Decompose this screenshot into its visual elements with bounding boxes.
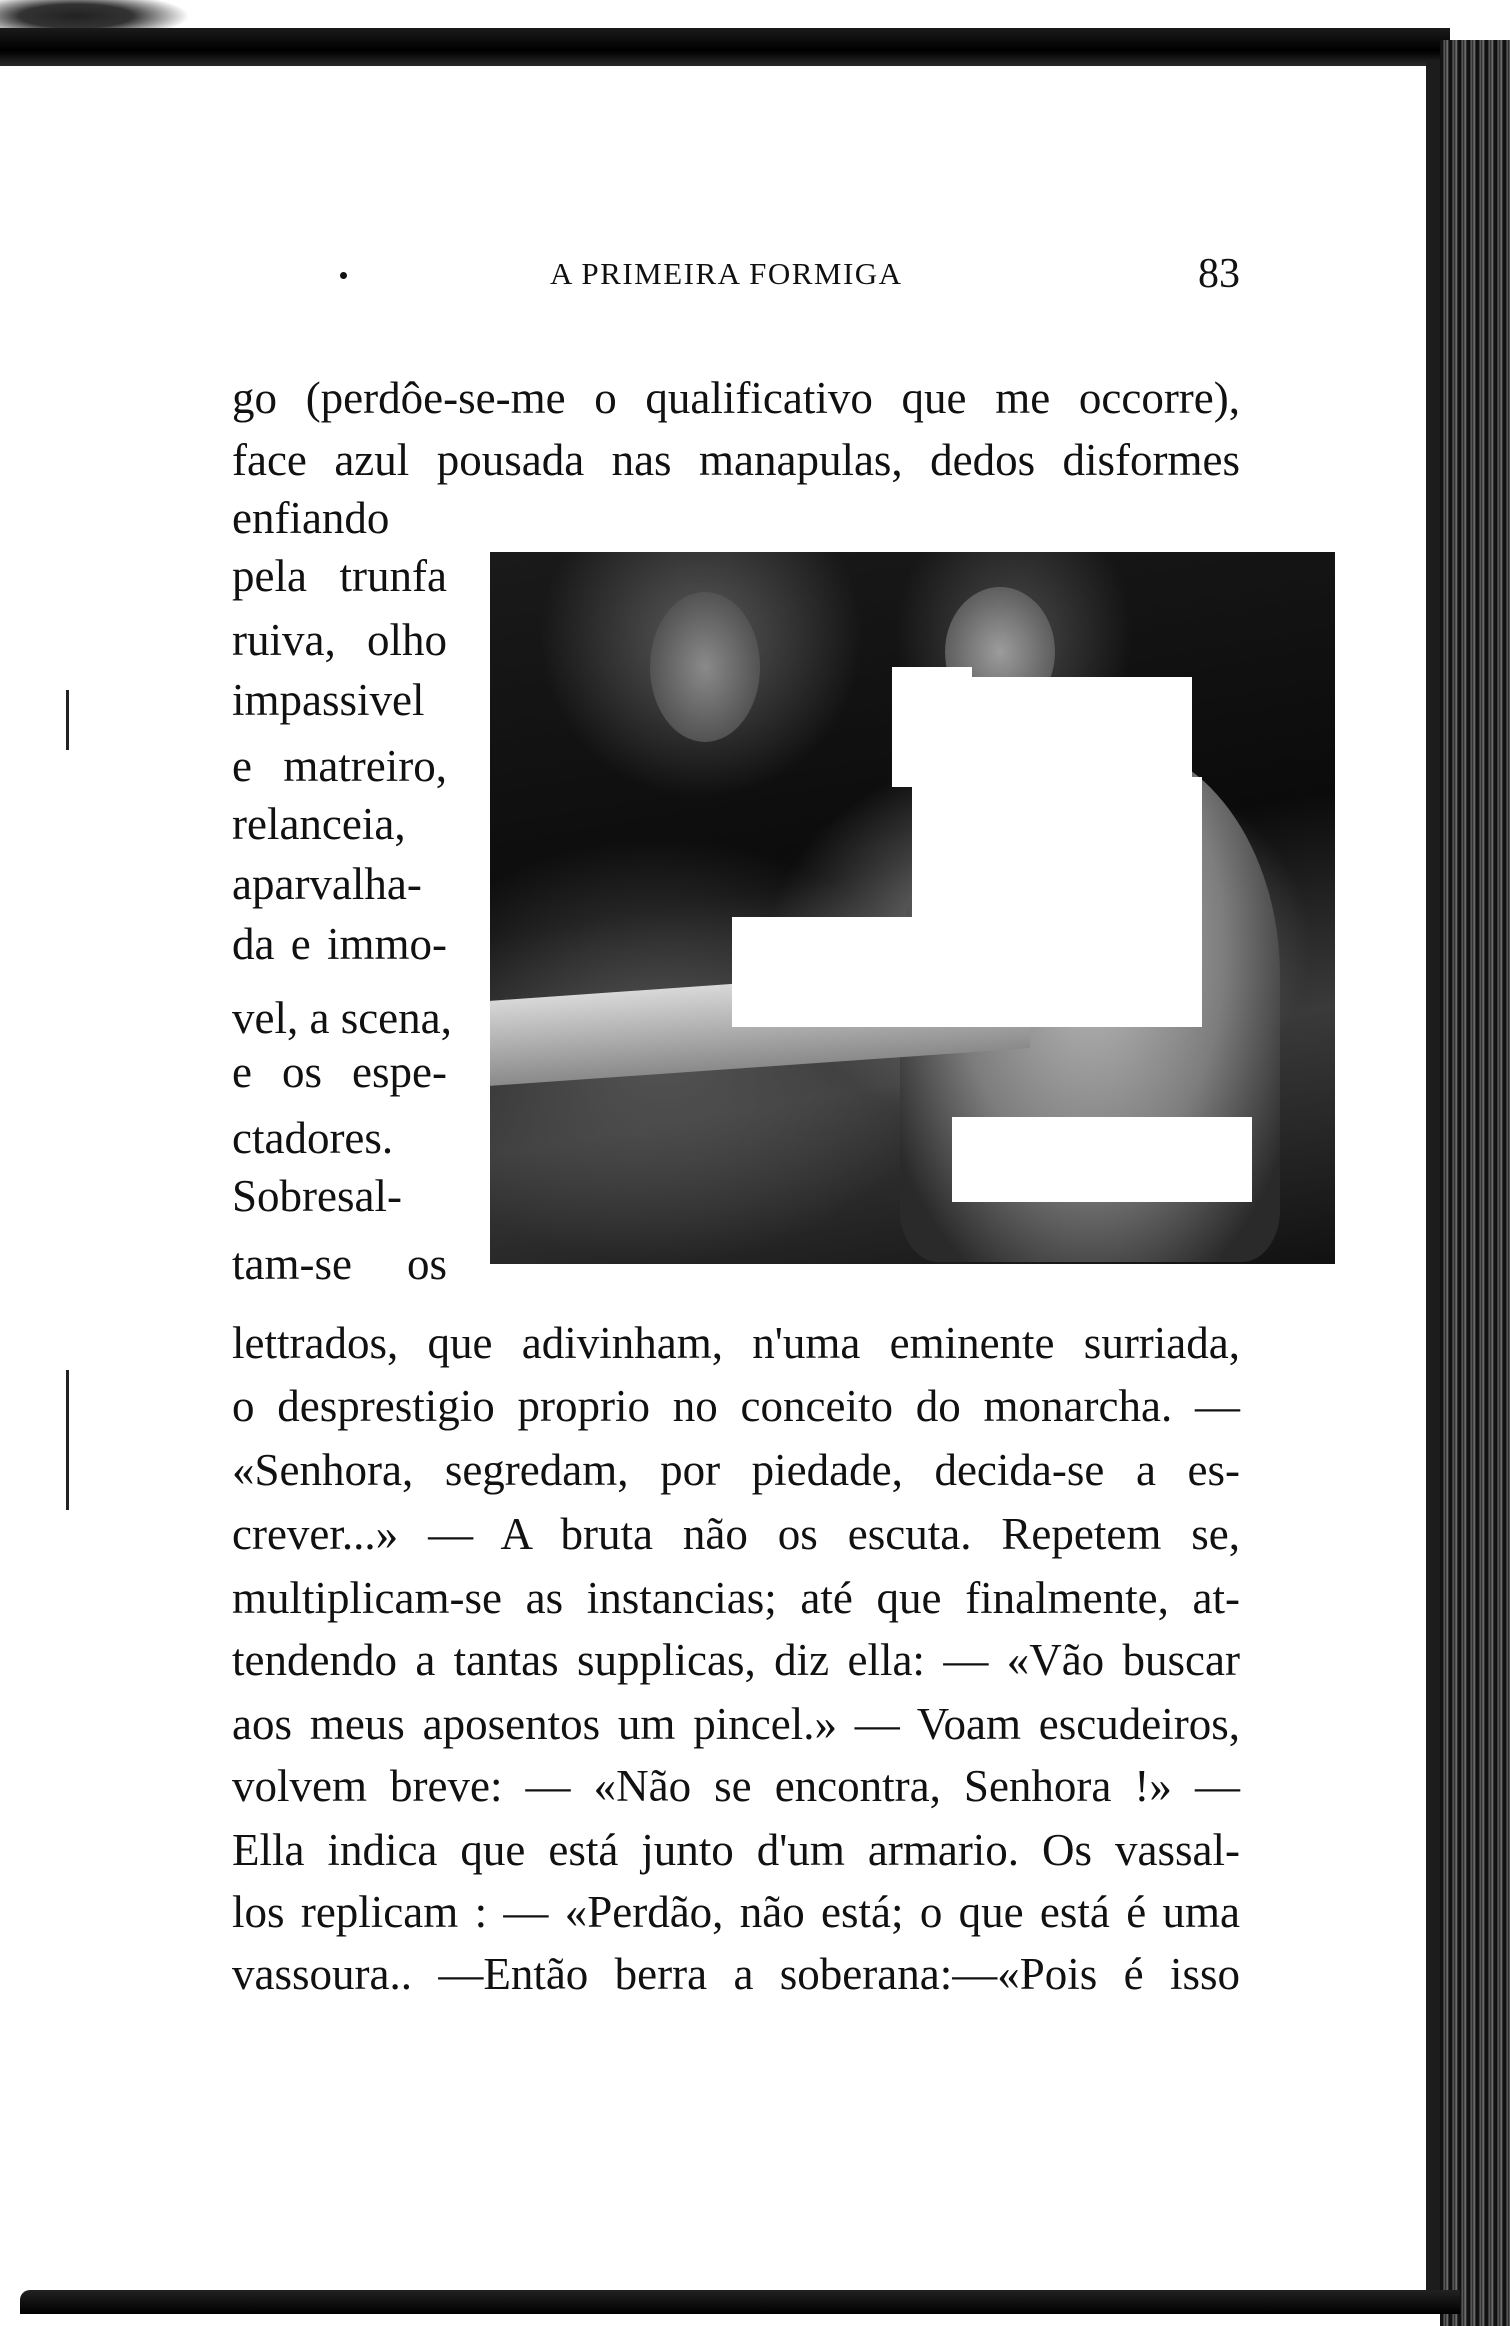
text-line: los replicam : — «Perdão, não está; o que está é uma — [232, 1887, 1240, 1937]
text-line: da e immo- — [232, 919, 447, 969]
text-line: e matreiro, — [232, 741, 447, 791]
text-line: face azul pousada nas manapulas, dedos disformes — [232, 435, 1240, 485]
text-line: «Senhora, segredam, por piedade, decida-se a es- — [232, 1445, 1240, 1495]
text-line: aos meus aposentos um pincel.» — Voam escudeiros, — [232, 1699, 1240, 1749]
text-line: ctadores. — [232, 1113, 394, 1163]
text-line: pela trunfa — [232, 551, 447, 601]
scan-top-edge — [0, 28, 1450, 66]
text-line: Ella indica que está junto d'um armario. Os vassal- — [232, 1825, 1240, 1875]
text-line: e os espe- — [232, 1047, 447, 1097]
text-line: multiplicam-se as instancias; até que finalmente, at- — [232, 1573, 1240, 1623]
figure-head — [650, 592, 760, 742]
scan-right-edge — [1440, 40, 1510, 2326]
text-line: Sobresal- — [232, 1171, 402, 1221]
running-head — [340, 250, 1240, 300]
text-line: go (perdôe-se-me o qualificativo que me occorre), — [232, 373, 1240, 423]
text-line: tam-se os — [232, 1239, 447, 1289]
margin-mark — [66, 1370, 69, 1510]
text-line: lettrados, que adivinham, n'uma eminente surriada, — [232, 1318, 1240, 1368]
scan-bottom-edge — [20, 2290, 1460, 2314]
redaction-block — [732, 917, 1202, 1027]
text-line: aparvalha- — [232, 859, 422, 909]
text-line: crever...» — A bruta não os escuta. Repetem se, — [232, 1509, 1240, 1559]
text-line: ruiva, olho — [232, 615, 447, 665]
text-line: relanceia, — [232, 799, 406, 849]
text-line: enfiando — [232, 493, 390, 543]
bullet-dot-icon — [340, 272, 347, 279]
page-number: 83 — [1198, 251, 1240, 297]
text-line: impassivel — [232, 675, 425, 725]
text-line: tendendo a tantas supplicas, diz ella: — «Vão buscar — [232, 1635, 1240, 1685]
redaction-block — [912, 777, 1202, 937]
redaction-block — [892, 677, 1192, 787]
scan-page-edge — [1426, 60, 1440, 2310]
text-line: o desprestigio proprio no conceito do monarcha. — — [232, 1381, 1240, 1431]
redaction-block — [952, 1117, 1252, 1202]
text-line: vassoura.. —Então berra a soberana:—«Pois é isso — [232, 1949, 1240, 1999]
illustration-photo — [490, 552, 1335, 1264]
text-line: volvem breve: — «Não se encontra, Senhora !» — — [232, 1761, 1240, 1811]
chapter-title: A PRIMEIRA FORMIGA — [550, 256, 903, 291]
margin-mark — [66, 690, 69, 750]
text-line: vel, a scena, — [232, 993, 452, 1043]
